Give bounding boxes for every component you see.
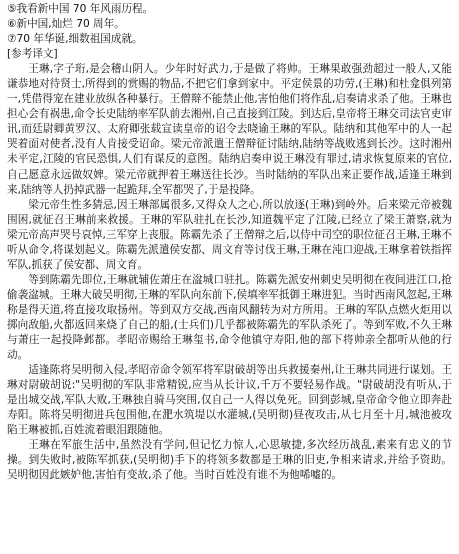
paragraph-1: 王琳,字子珩,是会稽山阴人。少年时好武力,于是做了将帅。王琳果敢强劲超过一般人,又能谦恭地对待贤士,所得到的赏赐的物品,不把它们拿到家中。平定侯景的功劳,(王琳)和杜龛俱列第一,凭借得宠在建业放纵各种暴行。王僧辩不能禁止他,害怕他们将作乱,启奏请求杀了他。王琳也担心会有祸患,命令长史陆纳率军队前去湘州,自己直接到江陵。到达后,皇帝将王琳交司法官吏审讯,而廷尉卿黄罗汉、太府卿张载宣读皇帝的诏令去晓谕王琳的军队。陆纳和其他军中的人一起哭着面对使者,没有人肯接受诏命。梁元帝派遣王僧辩征讨陆纳,陆纳等战败逃到长沙。这时湘州未平定,江陵的官民恐惧,人们有谋反的意图。陆纳启奏申说王琳没有罪过,请求恢复原来的官位,自己愿意永远做奴婢。梁元帝就押着王琳送往长沙。当时陆纳的军队出来正要作战,适逢王琳到来,陆纳等人扔掉武器一起跪拜,全军都哭了,于是投降。 — [7, 63, 452, 196]
paragraph-5: 王琳在军旅生活中,虽然没有学问,但记忆力惊人,心思敏捷,多次经历战乱,素来有忠义的节操。到失败时,被陈军抓获,(吴明彻)手下的将领多数都是王琳的旧吏,争相来请求,并给予资助。吴明彻因此嫉妒他,害怕有变故,杀了他。当时百姓没有谁不为他唏嘘的。 — [7, 439, 452, 482]
list-item-6: ⑥新中国,灿烂 70 周年。 — [7, 18, 125, 31]
section-title: [参考译文] — [7, 48, 58, 61]
list-item-7: ⑦70 年华诞,细数祖国成就。 — [7, 33, 143, 46]
list-item-5: ⑤我看新中国 70 年风雨历程。 — [7, 3, 154, 15]
paragraph-3: 等到陈霸先即位,王琳就辅佐萧庄在湓城口驻扎。陈霸先派安州刺史吴明彻在夜间进江口,抢偷袭湓城。王琳大破吴明彻,王琳的军队向东前下,侯填率军抵御王琳进犯。当时西南风忽起,王琳称是得天道,将直接攻取扬州。等到双方交战,西南风翻转为对方所用。王琳的军队点燃火炬用以掷向敌船,火都返回来烧了自己的船,(士兵们)几乎都被陈霸先的军队杀死了。等到军败,不久王琳与萧庄一起投降邺都。孝昭帝赐给王琳玺书,命令他镇守寿阳,他的部下将帅亲全都听从他的行动。 — [7, 273, 452, 362]
paragraph-2: 梁元帝生性多猜忌,因王琳部属很多,又得众人之心,所以放逐(王琳)到岭外。后来梁元帝被魏围困,就征召王琳前来救援。王琳的军队驻扎在长沙,知道魏平定了江陵,已经立了梁王萧察,就为梁元帝高声哭号哀悼,三军穿上丧服。陈霸先杀了王僧辩之后,以侍中司空的职位征召王琳,王琳不听从命令,将谋划起义。陈霸先派遣侯安都、周文育等讨伐王琳,王琳在沌口迎战,王琳拿着铁指挥军队,抓获了侯安都、周文育。 — [7, 198, 452, 271]
paragraph-4: 适逢陈将吴明彻入侵,孝昭帝命令领军将军尉破胡等出兵救援秦州,让王琳共同进行谋划。王琳对尉破胡说:"吴明彻的军队非常精锐,应当从长计议,千万不要轻易作战。"尉破胡没有听从,于是出城交战,军队大败,王琳独自骑马突围,仅自己一人得以免死。回到彭城,皇帝命令他立即奔赴寿阳。陈将吴明彻进兵包围他,在淝水筑堤以水灌城,(吴明彻)昼夜攻击,从七月至十月,城池被攻陷王琳被抓,百姓流着眼泪跟随他。 — [7, 364, 452, 437]
